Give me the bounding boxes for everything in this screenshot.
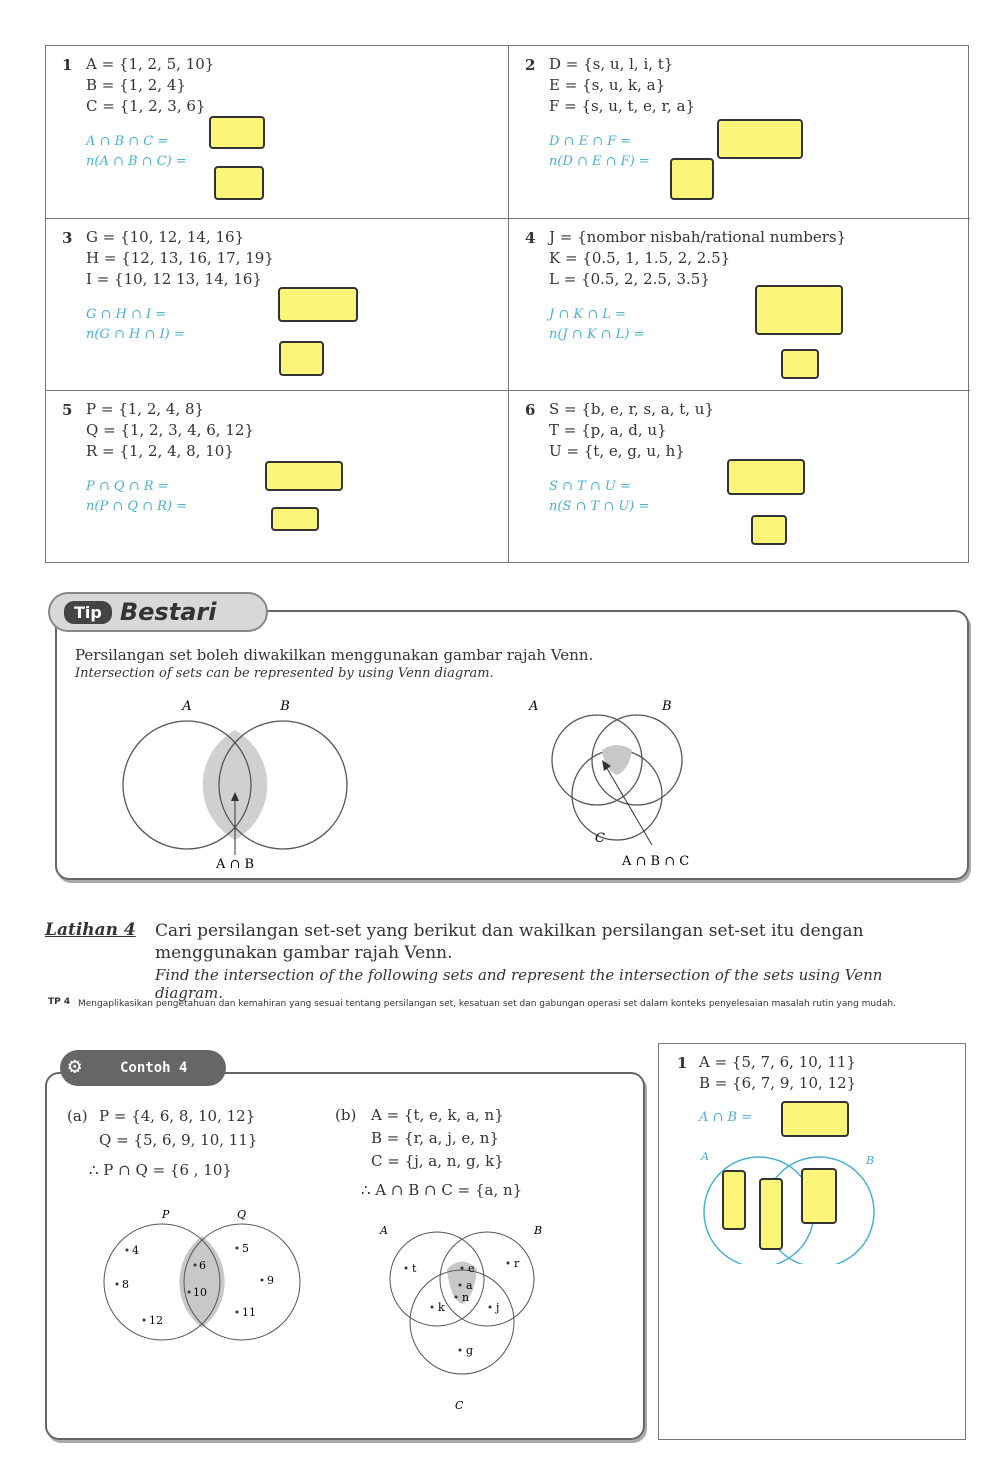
- question-cell-2: [509, 46, 970, 219]
- answer-box[interactable]: [214, 166, 264, 200]
- svg-text:Q: Q: [237, 1208, 247, 1221]
- answer-box[interactable]: [727, 459, 805, 495]
- set-list: D = {s, u, l, i, t} E = {s, u, k, a} F = {s, u, t, e, r, a}: [549, 55, 696, 115]
- answer-box-a-only[interactable]: [722, 1170, 746, 1230]
- question-number: 5: [62, 401, 73, 419]
- label-b: B: [662, 699, 672, 714]
- answer-box[interactable]: [279, 341, 324, 376]
- question-cell-6: [509, 391, 970, 562]
- svg-text:A: A: [380, 1224, 388, 1237]
- tip-text-en: Intersection of sets can be represented by using Venn diagram.: [75, 666, 494, 681]
- question-number: 1: [62, 56, 73, 74]
- question-text: S ∩ T ∩ U = n(S ∩ T ∩ U) =: [549, 479, 650, 514]
- answer-box-intersection[interactable]: [759, 1178, 783, 1250]
- label-c: C: [595, 831, 605, 846]
- question-cell-4: [509, 219, 970, 391]
- svg-text:n: n: [462, 1291, 470, 1304]
- question-text: J ∩ K ∩ L = n(J ∩ K ∩ L) =: [549, 307, 645, 342]
- example-b-text: (b) A = {t, e, k, a, n} B = {r, a, j, e, n} C = {j, a, n, g, k} ∴ A ∩ B ∩ C = {a, n}: [335, 1106, 523, 1199]
- svg-text:12: 12: [149, 1314, 163, 1327]
- svg-text:A: A: [701, 1150, 709, 1163]
- svg-text:6: 6: [199, 1259, 206, 1272]
- svg-text:10: 10: [193, 1286, 207, 1299]
- svg-text:e: e: [468, 1262, 475, 1275]
- tip-text-ms: Persilangan set boleh diwakilkan menggunakan gambar rajah Venn.: [75, 646, 594, 664]
- answer-box[interactable]: [781, 349, 819, 379]
- tp-label: TP 4: [48, 997, 71, 1007]
- answer-box[interactable]: [717, 119, 803, 159]
- venn-diagram-three-sets: [507, 690, 747, 870]
- exercise-text-en: Find the intersection of the following sets and represent the intersection of the sets using Venn diagram.: [155, 966, 883, 1002]
- gears-icon: ⚙: [68, 1054, 82, 1079]
- tip-tag: Tip: [64, 601, 112, 624]
- set-list: G = {10, 12, 14, 16} H = {12, 13, 16, 17, 19} I = {10, 12 13, 14, 16}: [86, 228, 274, 288]
- example-b-venn: [362, 1214, 562, 1414]
- question-text: A ∩ B =: [699, 1110, 753, 1125]
- question-text: A ∩ B ∩ C = n(A ∩ B ∩ C) =: [86, 134, 187, 169]
- venn-diagram-two-sets: [107, 690, 367, 870]
- svg-text:11: 11: [242, 1306, 256, 1319]
- tip-title: Bestari: [119, 598, 217, 626]
- svg-text:B: B: [866, 1154, 875, 1167]
- question-text: P ∩ Q ∩ R = n(P ∩ Q ∩ R) =: [86, 479, 188, 514]
- svg-text:P: P: [162, 1208, 170, 1221]
- question-cell-5: [46, 391, 509, 562]
- answer-box[interactable]: [265, 461, 343, 491]
- question-number: 3: [62, 229, 73, 247]
- answer-box[interactable]: [755, 285, 843, 335]
- question-number: 1: [677, 1054, 688, 1072]
- answer-box[interactable]: [670, 158, 714, 200]
- set-list: A = {5, 7, 6, 10, 11} B = {6, 7, 9, 10, 12}: [699, 1053, 857, 1092]
- svg-text:9: 9: [267, 1274, 274, 1287]
- exercise-text-ms: Cari persilangan set-set yang berikut dan wakilkan persilangan set-set itu dengan menggunakan gambar rajah Venn.: [155, 921, 864, 963]
- answer-box[interactable]: [209, 116, 265, 149]
- label-a: A: [182, 699, 192, 714]
- question-number: 6: [525, 401, 536, 419]
- example-a-text: (a) P = {4, 6, 8, 10, 12} Q = {5, 6, 9, 10, 11} ∴ P ∩ Q = {6 , 10}: [67, 1107, 258, 1179]
- svg-text:C: C: [455, 1399, 464, 1412]
- exercise-venn: [689, 1144, 889, 1264]
- question-number: 2: [525, 56, 536, 74]
- set-list: S = {b, e, r, s, a, t, u} T = {p, a, d, u} U = {t, e, g, u, h}: [549, 400, 715, 460]
- arrow-line: [605, 765, 652, 845]
- intersection-shading: [602, 745, 632, 775]
- question-text: G ∩ H ∩ I = n(G ∩ H ∩ I) =: [86, 307, 185, 342]
- svg-text:8: 8: [122, 1278, 129, 1291]
- question-cell-3: [46, 219, 509, 391]
- svg-text:4: 4: [132, 1244, 139, 1257]
- svg-text:B: B: [534, 1224, 543, 1237]
- tip-box: [55, 610, 969, 880]
- question-cell-1: [46, 46, 509, 219]
- intersection-shading: [179, 1236, 224, 1328]
- tip-header: [48, 592, 268, 632]
- exercise-grid: [45, 45, 969, 563]
- question-number: 4: [525, 229, 536, 247]
- svg-text:5: 5: [242, 1242, 249, 1255]
- label-intersection: A ∩ B ∩ C: [622, 854, 690, 869]
- example-a-venn: [97, 1202, 307, 1352]
- svg-text:r: r: [514, 1257, 520, 1270]
- svg-text:j: j: [496, 1301, 500, 1314]
- svg-text:t: t: [412, 1262, 417, 1275]
- svg-text:g: g: [466, 1344, 474, 1357]
- example-title: Contoh 4: [120, 1060, 188, 1076]
- label-intersection: A ∩ B: [215, 857, 255, 870]
- set-list: P = {1, 2, 4, 8} Q = {1, 2, 3, 4, 6, 12} R = {1, 2, 4, 8, 10}: [86, 400, 254, 460]
- exercise-question-box: [658, 1043, 966, 1440]
- exercise-heading: Latihan 4: [45, 920, 136, 940]
- example-header: [60, 1050, 226, 1086]
- svg-text:k: k: [438, 1301, 445, 1314]
- example-box: [45, 1072, 645, 1440]
- tp-text: Mengaplikasikan pengetahuan dan kemahiran yang sesuai tentang persilangan set, kesatuan set dan gabungan operasi set dalam konteks penyelesaian masalah rutin yang mudah.: [78, 999, 896, 1009]
- answer-box[interactable]: [278, 287, 358, 322]
- answer-box[interactable]: [781, 1101, 849, 1137]
- question-text: D ∩ E ∩ F = n(D ∩ E ∩ F) =: [549, 134, 650, 169]
- label-b: B: [280, 699, 290, 714]
- set-list: A = {1, 2, 5, 10} B = {1, 2, 4} C = {1, 2, 3, 6}: [86, 55, 215, 115]
- answer-box-b-only[interactable]: [801, 1168, 837, 1224]
- svg-text:a: a: [466, 1279, 473, 1292]
- set-list: J = {nombor nisbah/rational numbers} K = {0.5, 1, 1.5, 2, 2.5} L = {0.5, 2, 2.5, 3.5}: [549, 228, 847, 288]
- answer-box[interactable]: [751, 515, 787, 545]
- answer-box[interactable]: [271, 507, 319, 531]
- label-a: A: [529, 699, 539, 714]
